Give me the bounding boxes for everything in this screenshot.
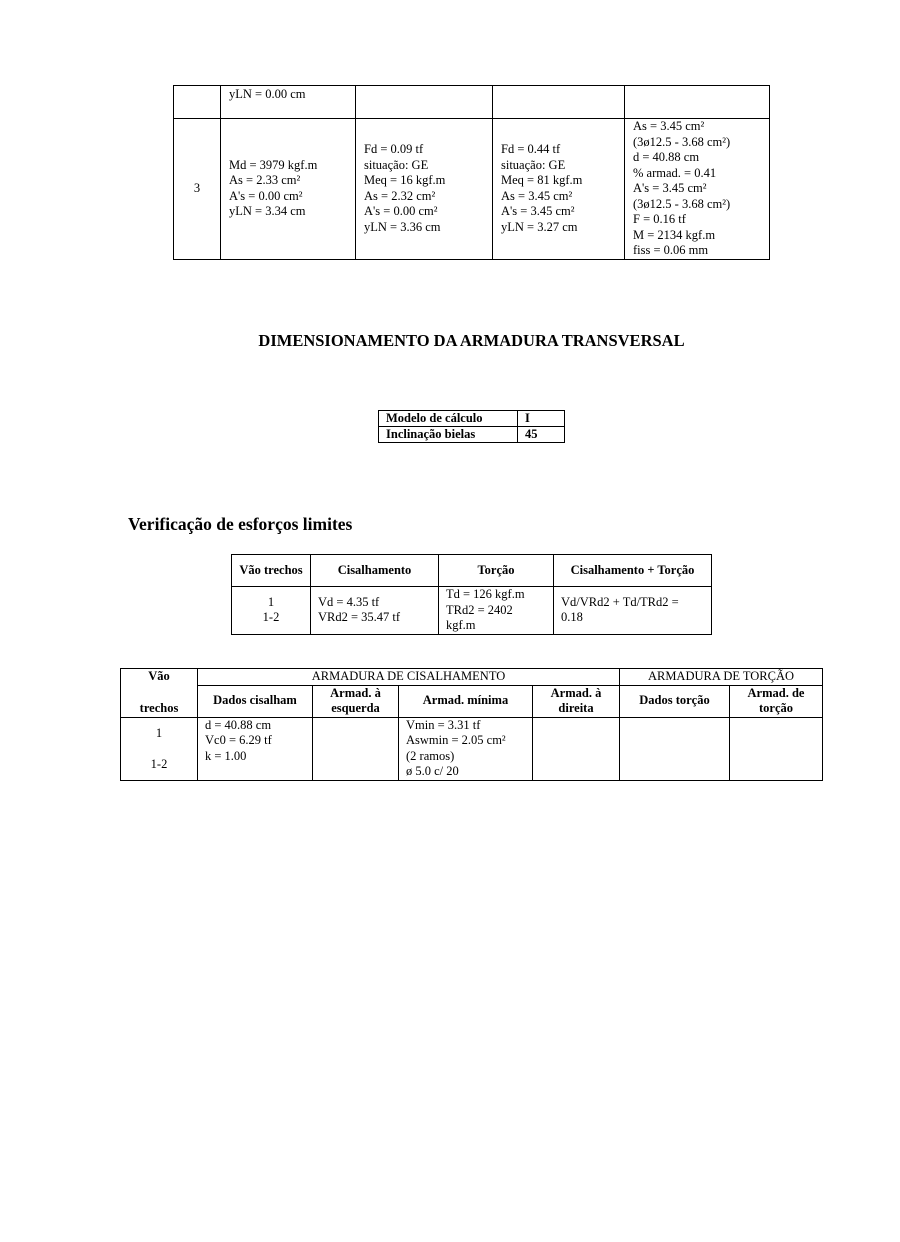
cell-line: situação: GE (364, 157, 429, 172)
cell-line: yLN = 0.00 cm (229, 87, 306, 101)
table-row (121, 717, 823, 780)
torcao-cell (439, 587, 554, 635)
cell-line: 1-2 (150, 757, 168, 771)
col2-cell (221, 119, 356, 260)
verification-table (231, 554, 712, 635)
header-cis-torcao: Cisalhamento + Torção (554, 555, 712, 587)
header-armad-direita: Armad. à direita (533, 685, 620, 717)
cell-line: A's = 3.45 cm² (633, 181, 707, 195)
sub-header-row (121, 685, 823, 717)
dados-cisalham-cell (198, 717, 313, 780)
cell-line: Meq = 16 kgf.m (364, 173, 446, 188)
cell-line: Meq = 81 kgf.m (501, 173, 583, 188)
cell-line: TRd2 = 2402 (446, 602, 513, 617)
table-row (232, 587, 712, 635)
cell-line: ø 5.0 c/ 20 (406, 764, 459, 778)
header-dados-cisalham: Dados cisalham (198, 685, 313, 717)
header-armadura-torcao: ARMADURA DE TORÇÃO (620, 669, 823, 686)
col4-cell (493, 86, 625, 119)
cell-line: As = 2.32 cm² (364, 188, 436, 203)
idx-cell (174, 86, 221, 119)
cell-line: % armad. = 0.41 (633, 165, 717, 180)
inclinacao-value: 45 (518, 427, 565, 443)
cell-line: situação: GE (501, 157, 566, 172)
modelo-label: Modelo de cálculo (379, 411, 518, 427)
col3-cell (356, 119, 493, 260)
table-row (174, 119, 770, 260)
cell-line: yLN = 3.34 cm (229, 204, 306, 219)
table-row (174, 86, 770, 119)
shear-reinforcement-table (120, 668, 823, 781)
cell-line: M = 2134 kgf.m (633, 227, 716, 242)
col5-cell (625, 86, 770, 119)
cell-line: d = 40.88 cm (633, 150, 700, 164)
section-title: DIMENSIONAMENTO DA ARMADURA TRANSVERSAL (258, 331, 685, 350)
cell-line: Vc0 = 6.29 tf (205, 733, 272, 747)
header-row (232, 555, 712, 587)
cisalhamento-cell (311, 587, 439, 635)
cell-line: Vd = 4.35 tf (318, 594, 380, 609)
cell-line: Aswmin = 2.05 cm² (406, 733, 506, 747)
header-armadura-cisalhamento: ARMADURA DE CISALHAMENTO (198, 669, 620, 686)
dados-torcao-cell (620, 717, 730, 780)
cell-line: fiss = 0.06 mm (633, 243, 709, 257)
cell-line: d = 40.88 cm (205, 717, 272, 732)
header-dados-torcao: Dados torção (620, 685, 730, 717)
cell-line: VRd2 = 35.47 tf (318, 610, 401, 625)
cell-line: 0.18 (561, 610, 583, 625)
cell-line: k = 1.00 (205, 748, 247, 763)
armad-direita-cell (533, 717, 620, 780)
header-armad-minima: Armad. mínima (399, 685, 533, 717)
header-armad-torcao: Armad. de torção (730, 685, 823, 717)
col2-cell (221, 86, 356, 119)
cell-line: (3ø12.5 - 3.68 cm²) (633, 134, 731, 149)
header-vao: Vão (121, 669, 198, 686)
cell-line: 1 (267, 594, 275, 609)
vao-cell (121, 717, 198, 780)
group-header-row (121, 669, 823, 686)
table-row (379, 411, 565, 427)
cell-line: As = 3.45 cm² (501, 188, 573, 203)
idx-cell: 3 (174, 119, 221, 260)
table-row (379, 427, 565, 443)
cell-line: Md = 3979 kgf.m (229, 157, 318, 172)
cell-line: Fd = 0.44 tf (501, 142, 561, 157)
cell-line: Vd/VRd2 + Td/TRd2 = (561, 594, 679, 609)
cell-line: kgf.m (446, 618, 476, 632)
modelo-table (378, 410, 565, 443)
cell-line: 1-2 (262, 610, 280, 625)
cell-line: Vmin = 3.31 tf (406, 717, 481, 732)
header-armad-esquerda: Armad. à esquerda (313, 685, 399, 717)
cell-line: (3ø12.5 - 3.68 cm²) (633, 196, 731, 211)
flexao-table (173, 85, 770, 260)
col3-cell (356, 86, 493, 119)
header-torcao: Torção (439, 555, 554, 587)
cell-line: Td = 126 kgf.m (446, 587, 525, 601)
cis-torcao-cell (554, 587, 712, 635)
cell-line: As = 2.33 cm² (229, 173, 301, 188)
armad-torcao-cell (730, 717, 823, 780)
verification-title: Verificação de esforços limites (128, 514, 353, 534)
cell-line: 1 (155, 725, 163, 740)
cell-line: A's = 3.45 cm² (501, 204, 575, 219)
header-cisalhamento: Cisalhamento (311, 555, 439, 587)
header-trechos: trechos (121, 685, 198, 717)
modelo-value: I (518, 411, 565, 427)
inclinacao-label: Inclinação bielas (379, 427, 518, 443)
armad-esquerda-cell (313, 717, 399, 780)
cell-line: (2 ramos) (406, 748, 455, 763)
col4-cell (493, 119, 625, 260)
cell-line: As = 3.45 cm² (633, 119, 705, 133)
header-vao: Vão trechos (232, 555, 311, 587)
vao-cell (232, 587, 311, 635)
cell-line: A's = 0.00 cm² (364, 204, 438, 219)
cell-line: yLN = 3.36 cm (364, 219, 441, 234)
cell-line: Fd = 0.09 tf (364, 142, 424, 157)
cell-line: yLN = 3.27 cm (501, 219, 578, 234)
cell-line: A's = 0.00 cm² (229, 188, 303, 203)
armad-minima-cell (399, 717, 533, 780)
cell-line: F = 0.16 tf (633, 212, 686, 226)
col5-cell (625, 119, 770, 260)
